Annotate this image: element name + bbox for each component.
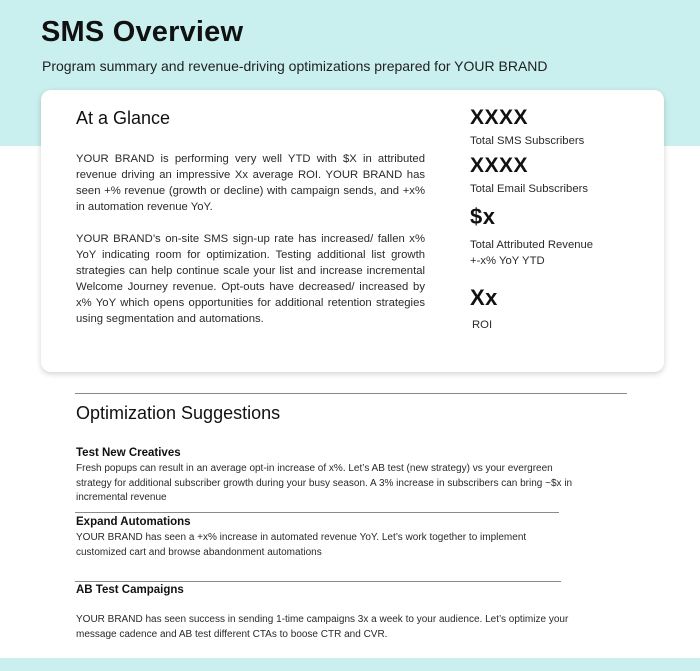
- glance-paragraph-signup: YOUR BRAND’s on-site SMS sign-up rate has increased/ fallen x% YoY indicating room for optimization. Testing additional list growth strategies can help continue scale your list and increase incremental Welcome Journey revenue. Opt-outs have decreased/ increased by x% YoY which opens opportunities for additional retention strategies using segmentation and automations.: [76, 233, 425, 325]
- glance-paragraph-performance: YOUR BRAND is performing very well YTD with $X in attributed revenue driving an impressive Xx average ROI. YOUR BRAND has seen +% revenue (growth or decline) with campaign sends, and +x% in automation revenue YoY.: [76, 153, 425, 213]
- stat-email-subscribers-label: Total Email Subscribers: [470, 183, 589, 195]
- stat-attributed-revenue-label: Total Attributed Revenue: [470, 239, 594, 251]
- stat-email-subscribers-value: XXXX: [470, 154, 529, 177]
- suggestion-body-ab-test: YOUR BRAND has seen success in sending 1-time campaigns 3x a week to your audience. Let’s optimize your message cadence and AB test different CTAs to boose CTR and CVR.: [76, 614, 569, 640]
- footer-background-band: [0, 658, 700, 671]
- at-a-glance-card: [41, 90, 664, 372]
- optimization-suggestions-heading: Optimization Suggestions: [76, 403, 281, 423]
- suggestion-title-ab-test: AB Test Campaigns: [76, 584, 184, 596]
- stat-attributed-revenue-yoy: +-x% YoY YTD: [470, 255, 545, 267]
- stat-roi-label: ROI: [472, 319, 493, 331]
- stat-attributed-revenue-value: $x: [470, 204, 496, 229]
- suggestion-body-creatives: Fresh popups can result in an average opt-in increase of x%. Let’s AB test (new strategy) vs your evergreen strategy for additional subscriber growth during your busy season. A 3% increase in subscribers can bring ~$x in incremental revenue: [76, 463, 573, 503]
- stat-sms-subscribers-label: Total SMS Subscribers: [470, 135, 585, 147]
- at-a-glance-heading: At a Glance: [76, 108, 171, 128]
- suggestion-title-automations: Expand Automations: [76, 516, 191, 528]
- suggestion-body-automations: YOUR BRAND has seen a +x% increase in automated revenue YoY. Let’s work together to implement customized cart and browse abandonment automations: [76, 532, 527, 558]
- stat-roi-value: Xx: [470, 285, 498, 310]
- suggestion-title-creatives: Test New Creatives: [76, 447, 181, 459]
- stat-sms-subscribers-value: XXXX: [470, 106, 529, 129]
- section-divider: [75, 393, 627, 394]
- suggestion-divider: [75, 512, 559, 513]
- suggestion-divider: [75, 581, 561, 582]
- page-title: SMS Overview: [41, 16, 244, 48]
- page-subtitle: Program summary and revenue-driving optimizations prepared for YOUR BRAND: [42, 58, 548, 74]
